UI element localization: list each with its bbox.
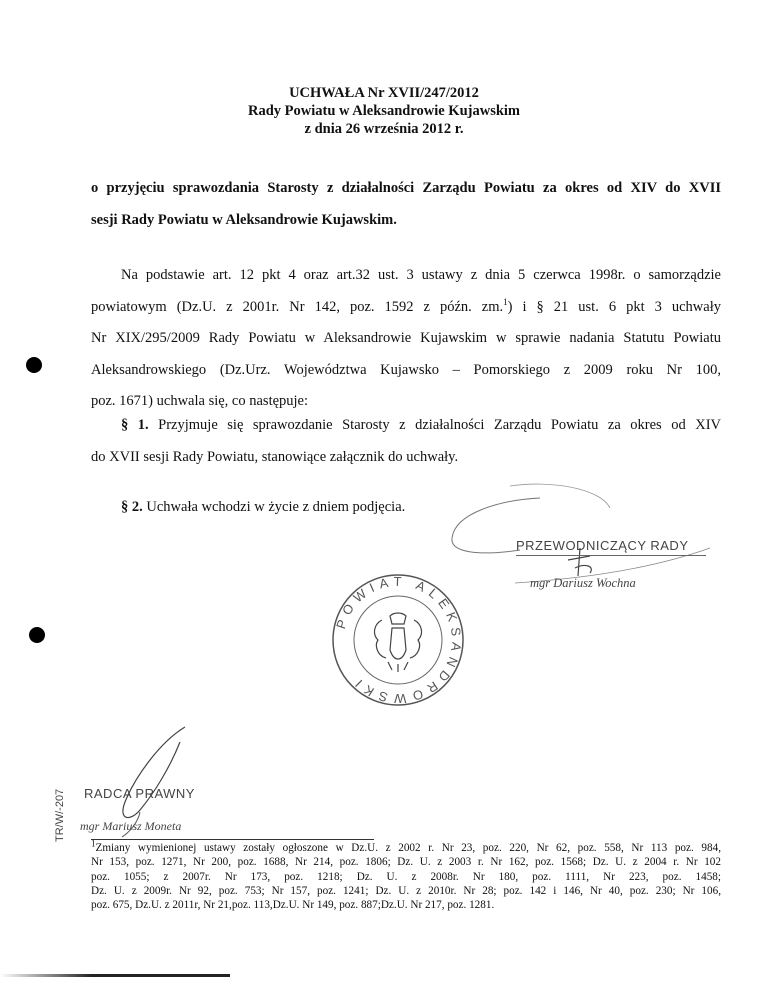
- footnote-separator: [91, 839, 374, 840]
- resolution-number: UCHWAŁA Nr XVII/247/2012: [289, 85, 479, 101]
- basis-line: poz. 1671) uchwala się, co następuje:: [91, 393, 309, 409]
- section-text: Uchwała wchodzi w życie z dniem podjęcia.: [146, 499, 406, 515]
- footnote: [91, 838, 721, 912]
- legal-basis-paragraph: [91, 260, 721, 418]
- chairman-title: PRZEWODNICZĄCY RADY: [516, 538, 689, 553]
- basis-line: Aleksandrowskiego (Dz.Urz. Województwa Kujawsko – Pomorskiego z 2009 roku Nr 100,: [91, 361, 721, 378]
- subject-line: sesji Rady Powiatu w Aleksandrowie Kujawskim.: [91, 212, 397, 228]
- basis-line: Na podstawie art. 12 pkt 4 oraz art.32 ust. 3 ustawy z dnia 5 czerwca 1998r. o samorządzie: [121, 267, 721, 283]
- footnote-ref: 1: [503, 296, 508, 307]
- official-seal: [330, 572, 466, 708]
- basis-line: [91, 292, 721, 324]
- section-1-line: [91, 409, 721, 441]
- document-header: [0, 84, 768, 138]
- footnote-marker: 1: [91, 838, 96, 849]
- signature-line: [516, 555, 706, 556]
- subject-line: o przyjęciu sprawozdania Starosty z działalności Zarządu Powiatu za okres od XIV do XVII: [91, 180, 721, 196]
- section-1-line: do XVII sesji Rady Powiatu, stanowiące załącznik do uchwały.: [91, 449, 459, 465]
- resolution-subject: [91, 172, 721, 236]
- resolution-date: z dnia 26 września 2012 r.: [304, 121, 464, 137]
- punch-hole-mark: [29, 627, 45, 643]
- seal-text: POWIAT ALEKSANDROWSKI: [333, 573, 465, 707]
- punch-hole-mark: [26, 357, 42, 373]
- section-1: [91, 409, 721, 473]
- chairman-name: mgr Dariusz Wochna: [530, 576, 636, 590]
- legal-counsel-name: mgr Mariusz Moneta: [80, 819, 182, 833]
- legal-counsel-id: TR/W/-207: [54, 788, 66, 842]
- footnote-line: poz. 1055; z 2007r. Nr 173, poz. 1218; Dz. U. z 2008r. Nr 180, poz. 1111, Nr 223, poz. 1458;: [91, 870, 721, 883]
- council-name: Rady Powiatu w Aleksandrowie Kujawskim: [247, 103, 521, 119]
- section-marker: § 2.: [121, 499, 143, 515]
- section-text: Przyjmuje się sprawozdanie Starosty z działalności Zarządu Powiatu za okres od XIV: [158, 417, 721, 433]
- scan-edge-artifact: [0, 974, 230, 977]
- footnote-text: Zmiany wymienionej ustawy zostały ogłoszone w Dz.U. z 2002 r. Nr 23, poz. 220, Nr 62, poz. 558, Nr 113 poz. 984,: [95, 842, 721, 854]
- svg-text:POWIAT ALEKSANDROWSKI: [333, 574, 464, 706]
- section-2: [121, 497, 405, 517]
- section-marker: § 1.: [121, 417, 149, 433]
- basis-line: Nr XIX/295/2009 Rady Powiatu w Aleksandrowie Kujawskim w sprawie nadania Statutu Powiatu: [91, 330, 721, 346]
- footnote-line: Nr 153, poz. 1271, Nr 200, poz. 1688, Nr 214, poz. 1806; Dz. U. z 2003 r. Nr 162, poz. 1568; Dz. U. z 2004 r. Nr 102: [91, 856, 721, 869]
- footnote-line: [91, 838, 721, 855]
- legal-counsel-title: RADCA PRAWNY: [84, 786, 195, 801]
- footnote-line: Dz. U. z 2009r. Nr 92, poz. 753; Nr 157, poz. 1241; Dz. U. z 2010r. Nr 28; poz. 142 i 146, Nr 40, poz. 230; Nr 106,: [91, 884, 721, 897]
- basis-text: ) i § 21 ust. 6 pkt 3 uchwały: [507, 298, 721, 315]
- footnote-line: poz. 675, Dz.U. z 2011r, Nr 21,poz. 113,Dz.U. Nr 149, poz. 887;Dz.U. Nr 217, poz. 1281.: [91, 899, 495, 912]
- basis-text: powiatowym (Dz.U. z 2001r. Nr 142, poz. 1592 z późn. zm.: [91, 298, 504, 315]
